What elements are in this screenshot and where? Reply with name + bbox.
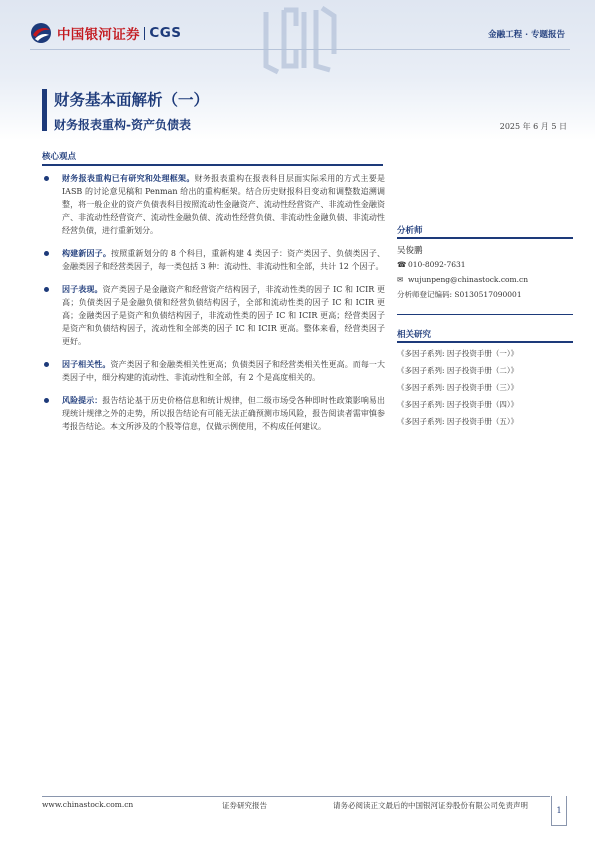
bullet-icon — [44, 362, 49, 367]
core-viewpoint-heading: 核心观点 — [42, 152, 77, 162]
header-divider — [30, 49, 570, 50]
page-number: 1 — [551, 796, 567, 826]
list-item — [42, 247, 385, 273]
bullet-icon — [44, 398, 49, 403]
point-text: 按照重新划分的 8 个科目，重新构建 4 类因子：资产类因子、负债类因子、金融类因子和经营类因子，每一类包括 3 种：流动性、非流动性和全部，共计 12 个因子。 — [62, 249, 385, 271]
footer-divider — [42, 796, 550, 797]
galaxy-logo-icon — [30, 22, 52, 44]
analyst-phone — [397, 260, 466, 269]
list-item — [42, 394, 385, 433]
point-title: 构建新因子。 — [62, 248, 111, 258]
related-research-list — [397, 345, 518, 430]
core-viewpoint-rule — [42, 164, 383, 166]
analyst-rule — [397, 237, 573, 239]
email-icon: ✉ — [397, 275, 404, 284]
report-date: 2025 年 6 月 5 日 — [499, 122, 567, 131]
phone-icon: ☎ — [397, 260, 407, 269]
company-logo — [30, 22, 182, 44]
point-text: 资产类因子是金融资产和经营资产结构因子，非流动性类的因子 IC 和 ICIR 更高；负债类因子是金融负债和经营负债结构因子，全部和流动性类的因子 IC 和 ICIR 更高；金融类因子是资产和负债结构因子，非流动性类的因子 IC 和 ICIR 更高；经营类因子是资产和负债结构因子，流动性和全部类的因子 IC 和 ICIR 更高。整体来看，经营类因子更好。 — [62, 285, 385, 346]
report-category-tag: 金融工程 · 专题报告 — [488, 30, 565, 40]
point-title: 因子相关性。 — [62, 359, 111, 369]
related-report-link[interactable]: 《多因子系列: 因子投资手册（一）》 — [397, 349, 519, 358]
analyst-heading: 分析师 — [397, 226, 423, 236]
related-research-rule — [397, 341, 573, 343]
bullet-icon — [44, 251, 49, 256]
logo-divider — [144, 27, 146, 40]
core-viewpoint-list — [42, 172, 385, 443]
logo-chinese-name: 中国银河证券 — [57, 27, 140, 43]
phone-number: 010-8092-7631 — [408, 260, 466, 269]
point-text: 财务报表重构在报表科目层面实际采用的方式主要是 IASB 的讨论意见稿和 Penman 给出的重构框架。结合历史财报科目变动和调整数追溯调整，将一般企业的资产负债表科目按照流动性金融资产、流动性经营资产、非流动性金融资产、非流动性经营资产、流动性金融负债、流动性经营负债、非流动性金融负债、非流动性经营负债，进行重新划分。 — [62, 174, 386, 235]
footer-report-type: 证券研究报告 — [222, 801, 267, 810]
analyst-email[interactable] — [397, 275, 528, 284]
registration-code: S0130517090001 — [454, 290, 522, 299]
report-title: 财务基本面解析（一） — [54, 91, 210, 109]
point-title: 因子表现。 — [62, 284, 103, 294]
point-text: 资产类因子和金融类相关性更高；负债类因子和经营类相关性更高。而每一大类因子中，细分构建的流动性、非流动性和全部，有 2 个是高度相关的。 — [62, 360, 386, 382]
related-report-link[interactable]: 《多因子系列: 因子投资手册（五）》 — [397, 417, 519, 426]
related-report-link[interactable]: 《多因子系列: 因子投资手册（四）》 — [397, 400, 519, 409]
point-title: 风险提示： — [62, 395, 103, 405]
related-report-link[interactable]: 《多因子系列: 因子投资手册（三）》 — [397, 383, 519, 392]
footer-website-link[interactable]: www.chinastock.com.cn — [42, 800, 134, 809]
cgs-watermark-icon — [262, 6, 338, 76]
related-report-link[interactable]: 《多因子系列: 因子投资手册（二）》 — [397, 366, 519, 375]
related-research-heading: 相关研究 — [397, 330, 432, 340]
list-item — [42, 283, 385, 348]
email-address[interactable]: wujunpeng@chinastock.com.cn — [408, 275, 529, 284]
bullet-icon — [44, 287, 49, 292]
list-item — [42, 172, 385, 237]
report-subtitle: 财务报表重构-资产负债表 — [54, 118, 191, 132]
analyst-section-divider — [397, 314, 573, 315]
point-title: 财务报表重构已有研究和处理框架。 — [62, 173, 195, 183]
point-text: 报告结论基于历史价格信息和统计规律，但二级市场受各种即时性政策影响易出现统计规律之外的走势，所以报告结论有可能无法正确预测市场风险，报告阅读者需审慎参考报告结论。本文所涉及的个股等信息，仅做示例使用，不构成任何建议。 — [62, 396, 386, 431]
bullet-icon — [44, 176, 49, 181]
analyst-registration — [397, 289, 522, 300]
analyst-name: 吴俊鹏 — [397, 246, 423, 256]
logo-english-name: CGS — [149, 25, 182, 41]
title-accent-bar — [42, 89, 47, 131]
list-item — [42, 358, 385, 384]
registration-label: 分析师登记编码: — [397, 290, 453, 299]
footer-disclaimer: 请务必阅读正文最后的中国银河证券股份有限公司免责声明 — [333, 801, 528, 810]
